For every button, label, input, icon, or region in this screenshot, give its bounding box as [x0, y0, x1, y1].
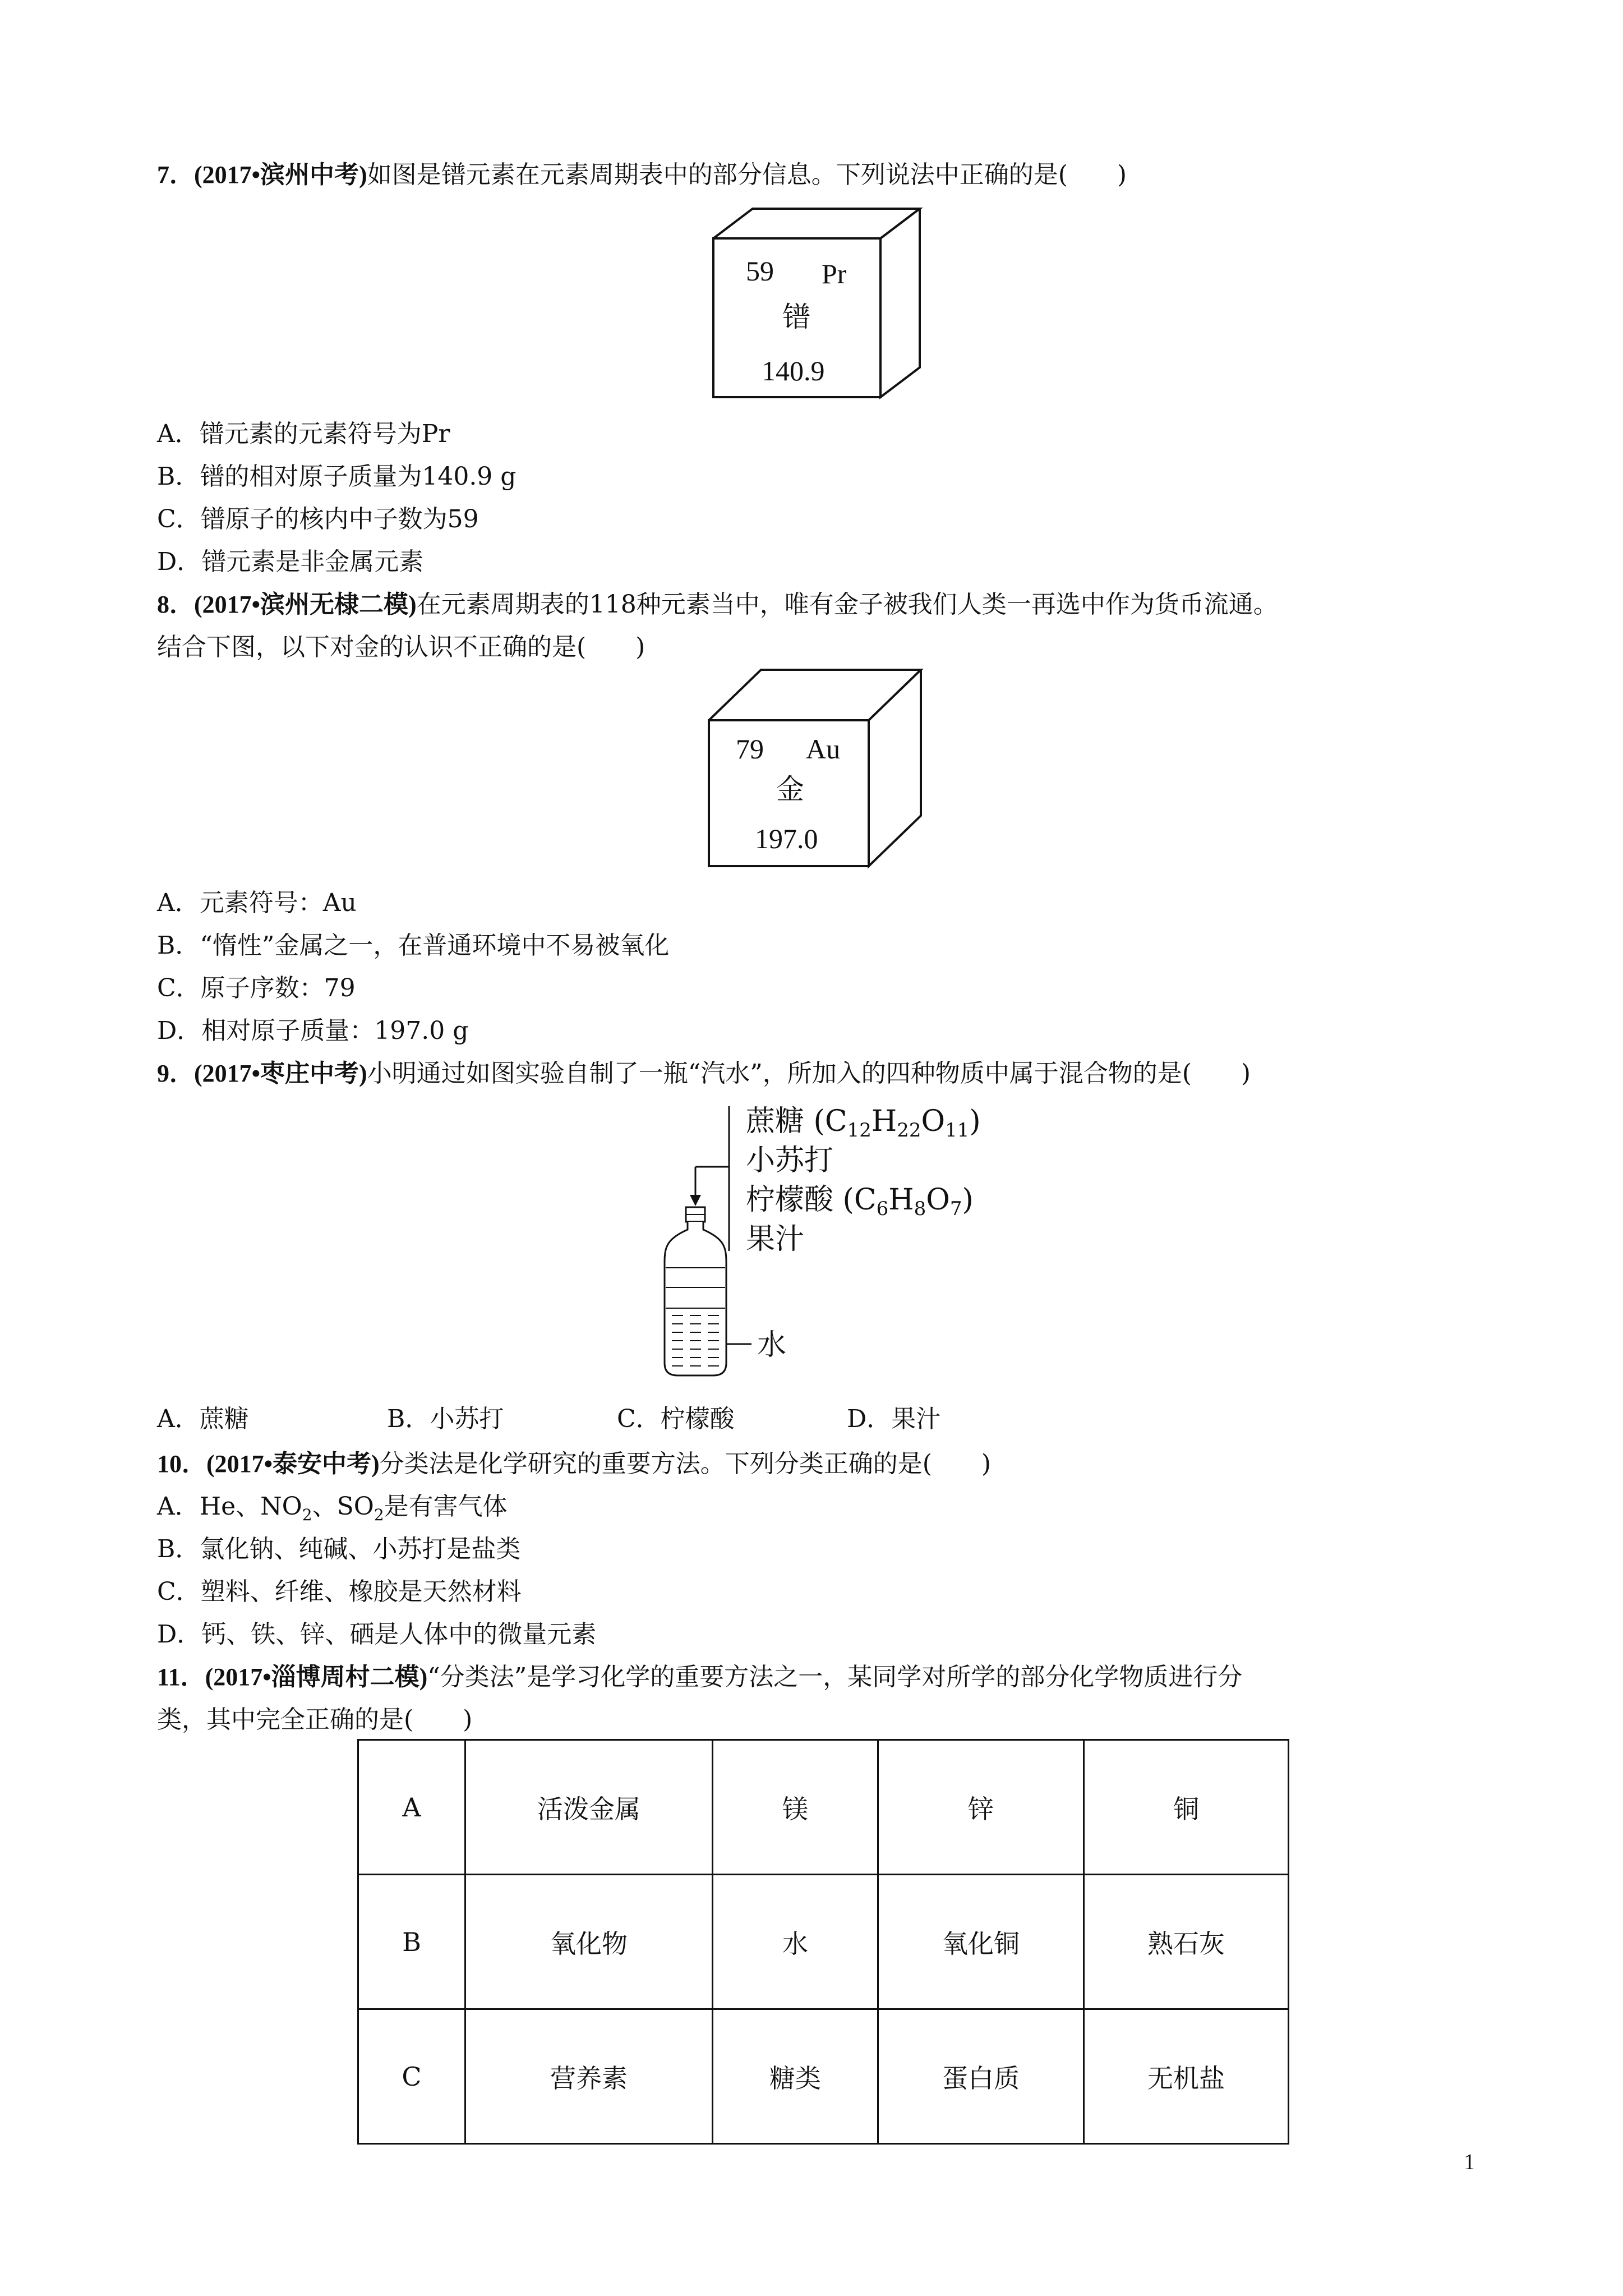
q8-option-c: C．原子序数：79: [157, 974, 356, 1002]
table-cell: 锌: [878, 1740, 1084, 1875]
table-cell: 氧化铜: [878, 1875, 1084, 2009]
q10-stem: [157, 1447, 991, 1481]
page-number: 1: [1464, 2149, 1475, 2174]
q7-option-b: B．镨的相对原子质量为140.9 g: [157, 462, 517, 491]
table-cell: 糖类: [713, 2009, 878, 2144]
pr-symbol: Pr: [822, 258, 847, 289]
q10-option-b: B．氯化钠、纯碱、小苏打是盐类: [157, 1535, 521, 1563]
q7-option-d: D．镨元素是非金属元素: [157, 547, 424, 576]
q8-option-b: B．“惰性”金属之一，在普通环境中不易被氧化: [157, 931, 670, 960]
table-cell: 蛋白质: [878, 2009, 1084, 2144]
table-row: [358, 1740, 1289, 1875]
q9-option-b: B．小苏打: [387, 1405, 504, 1433]
q8-stem-line2: 结合下图，以下对金的认识不正确的是( ): [157, 633, 645, 661]
q9-option-a: A．蔗糖: [157, 1405, 249, 1433]
au-name: 金: [776, 773, 804, 806]
pr-atomic-mass: 140.9: [762, 355, 825, 386]
q7-head: 7．(2017•滨州中考): [157, 161, 367, 188]
table-cell: 镁: [713, 1740, 878, 1875]
au-symbol: Au: [806, 733, 841, 765]
q8-stem: [157, 588, 1278, 622]
q11-stem-line2: 类，其中完全正确的是( ): [157, 1705, 473, 1734]
table-cell: 营养素: [465, 2009, 713, 2144]
q10-option-c: C．塑料、纤维、橡胶是天然材料: [157, 1577, 522, 1606]
bottle-icon: [665, 1207, 751, 1375]
table-row: [358, 1875, 1289, 2009]
q8-text: 在元素周期表的118种元素当中，唯有金子被我们人类一再选中作为货币流通。: [416, 590, 1278, 619]
classification-table: [357, 1739, 1289, 2145]
q10-option-d: D．钙、铁、锌、硒是人体中的微量元素: [157, 1620, 597, 1649]
au-atomic-number: 79: [736, 733, 764, 765]
table-cell: 水: [713, 1875, 878, 2009]
q8-option-a: A．元素符号：Au: [157, 889, 357, 917]
q7-option-c: C．镨原子的核内中子数为59: [157, 505, 479, 533]
q8-option-d: D．相对原子质量：197.0 g: [157, 1016, 469, 1045]
q9-option-d: D．果汁: [847, 1405, 941, 1433]
arrow-down-icon: [690, 1195, 701, 1206]
pr-atomic-number: 59: [746, 255, 774, 287]
q11-head: 11．(2017•淄博周村二模): [157, 1663, 428, 1691]
q10-text: 分类法是化学研究的重要方法。下列分类正确的是( ): [379, 1450, 992, 1478]
table-cell: 氧化物: [465, 1875, 713, 2009]
ingredient-baking-soda: 小苏打: [746, 1144, 834, 1177]
table-row: [358, 2009, 1289, 2144]
gold-element-cube: [708, 669, 926, 871]
ingredient-juice: 果汁: [746, 1222, 805, 1256]
q8-head: 8．(2017•滨州无棣二模): [157, 591, 417, 618]
q11-stem: [157, 1660, 1242, 1694]
soda-bottle-diagram: [639, 1099, 1032, 1397]
q9-head: 9．(2017•枣庄中考): [157, 1060, 367, 1087]
ingredient-citric-acid: 柠檬酸 (C6H8O7): [746, 1183, 974, 1220]
q10-head: 10．(2017•泰安中考): [157, 1450, 380, 1478]
table-cell: C: [358, 2009, 465, 2144]
table-cell: 活泼金属: [465, 1740, 713, 1875]
table-cell: B: [358, 1875, 465, 2009]
ingredient-sucrose: 蔗糖 (C12H22O11): [746, 1105, 981, 1142]
table-cell: A: [358, 1740, 465, 1875]
ingredient-water: 水: [757, 1328, 787, 1362]
q9-text: 小明通过如图实验自制了一瓶“汽水”，所加入的四种物质中属于混合物的是( ): [367, 1059, 1251, 1088]
praseodymium-element-cube: [712, 208, 925, 404]
q10-option-a: A．He、$NO_2$、$SO_2$是有害气体: [157, 1492, 508, 1524]
au-atomic-mass: 197.0: [755, 823, 818, 854]
q7-text: 如图是镨元素在元素周期表中的部分信息。下列说法中正确的是( ): [367, 160, 1127, 189]
table-cell: 铜: [1084, 1740, 1289, 1875]
q11-text: “分类法”是学习化学的重要方法之一，某同学对所学的部分化学物质进行分: [427, 1663, 1243, 1691]
table-cell: 熟石灰: [1084, 1875, 1289, 2009]
pr-name: 镨: [782, 301, 810, 333]
q7-option-a: A．镨元素的元素符号为Pr: [157, 420, 450, 448]
q9-option-c: C．柠檬酸: [617, 1405, 735, 1433]
q9-stem: [157, 1057, 1251, 1091]
q7-stem: [157, 158, 1127, 192]
table-cell: 无机盐: [1084, 2009, 1289, 2144]
